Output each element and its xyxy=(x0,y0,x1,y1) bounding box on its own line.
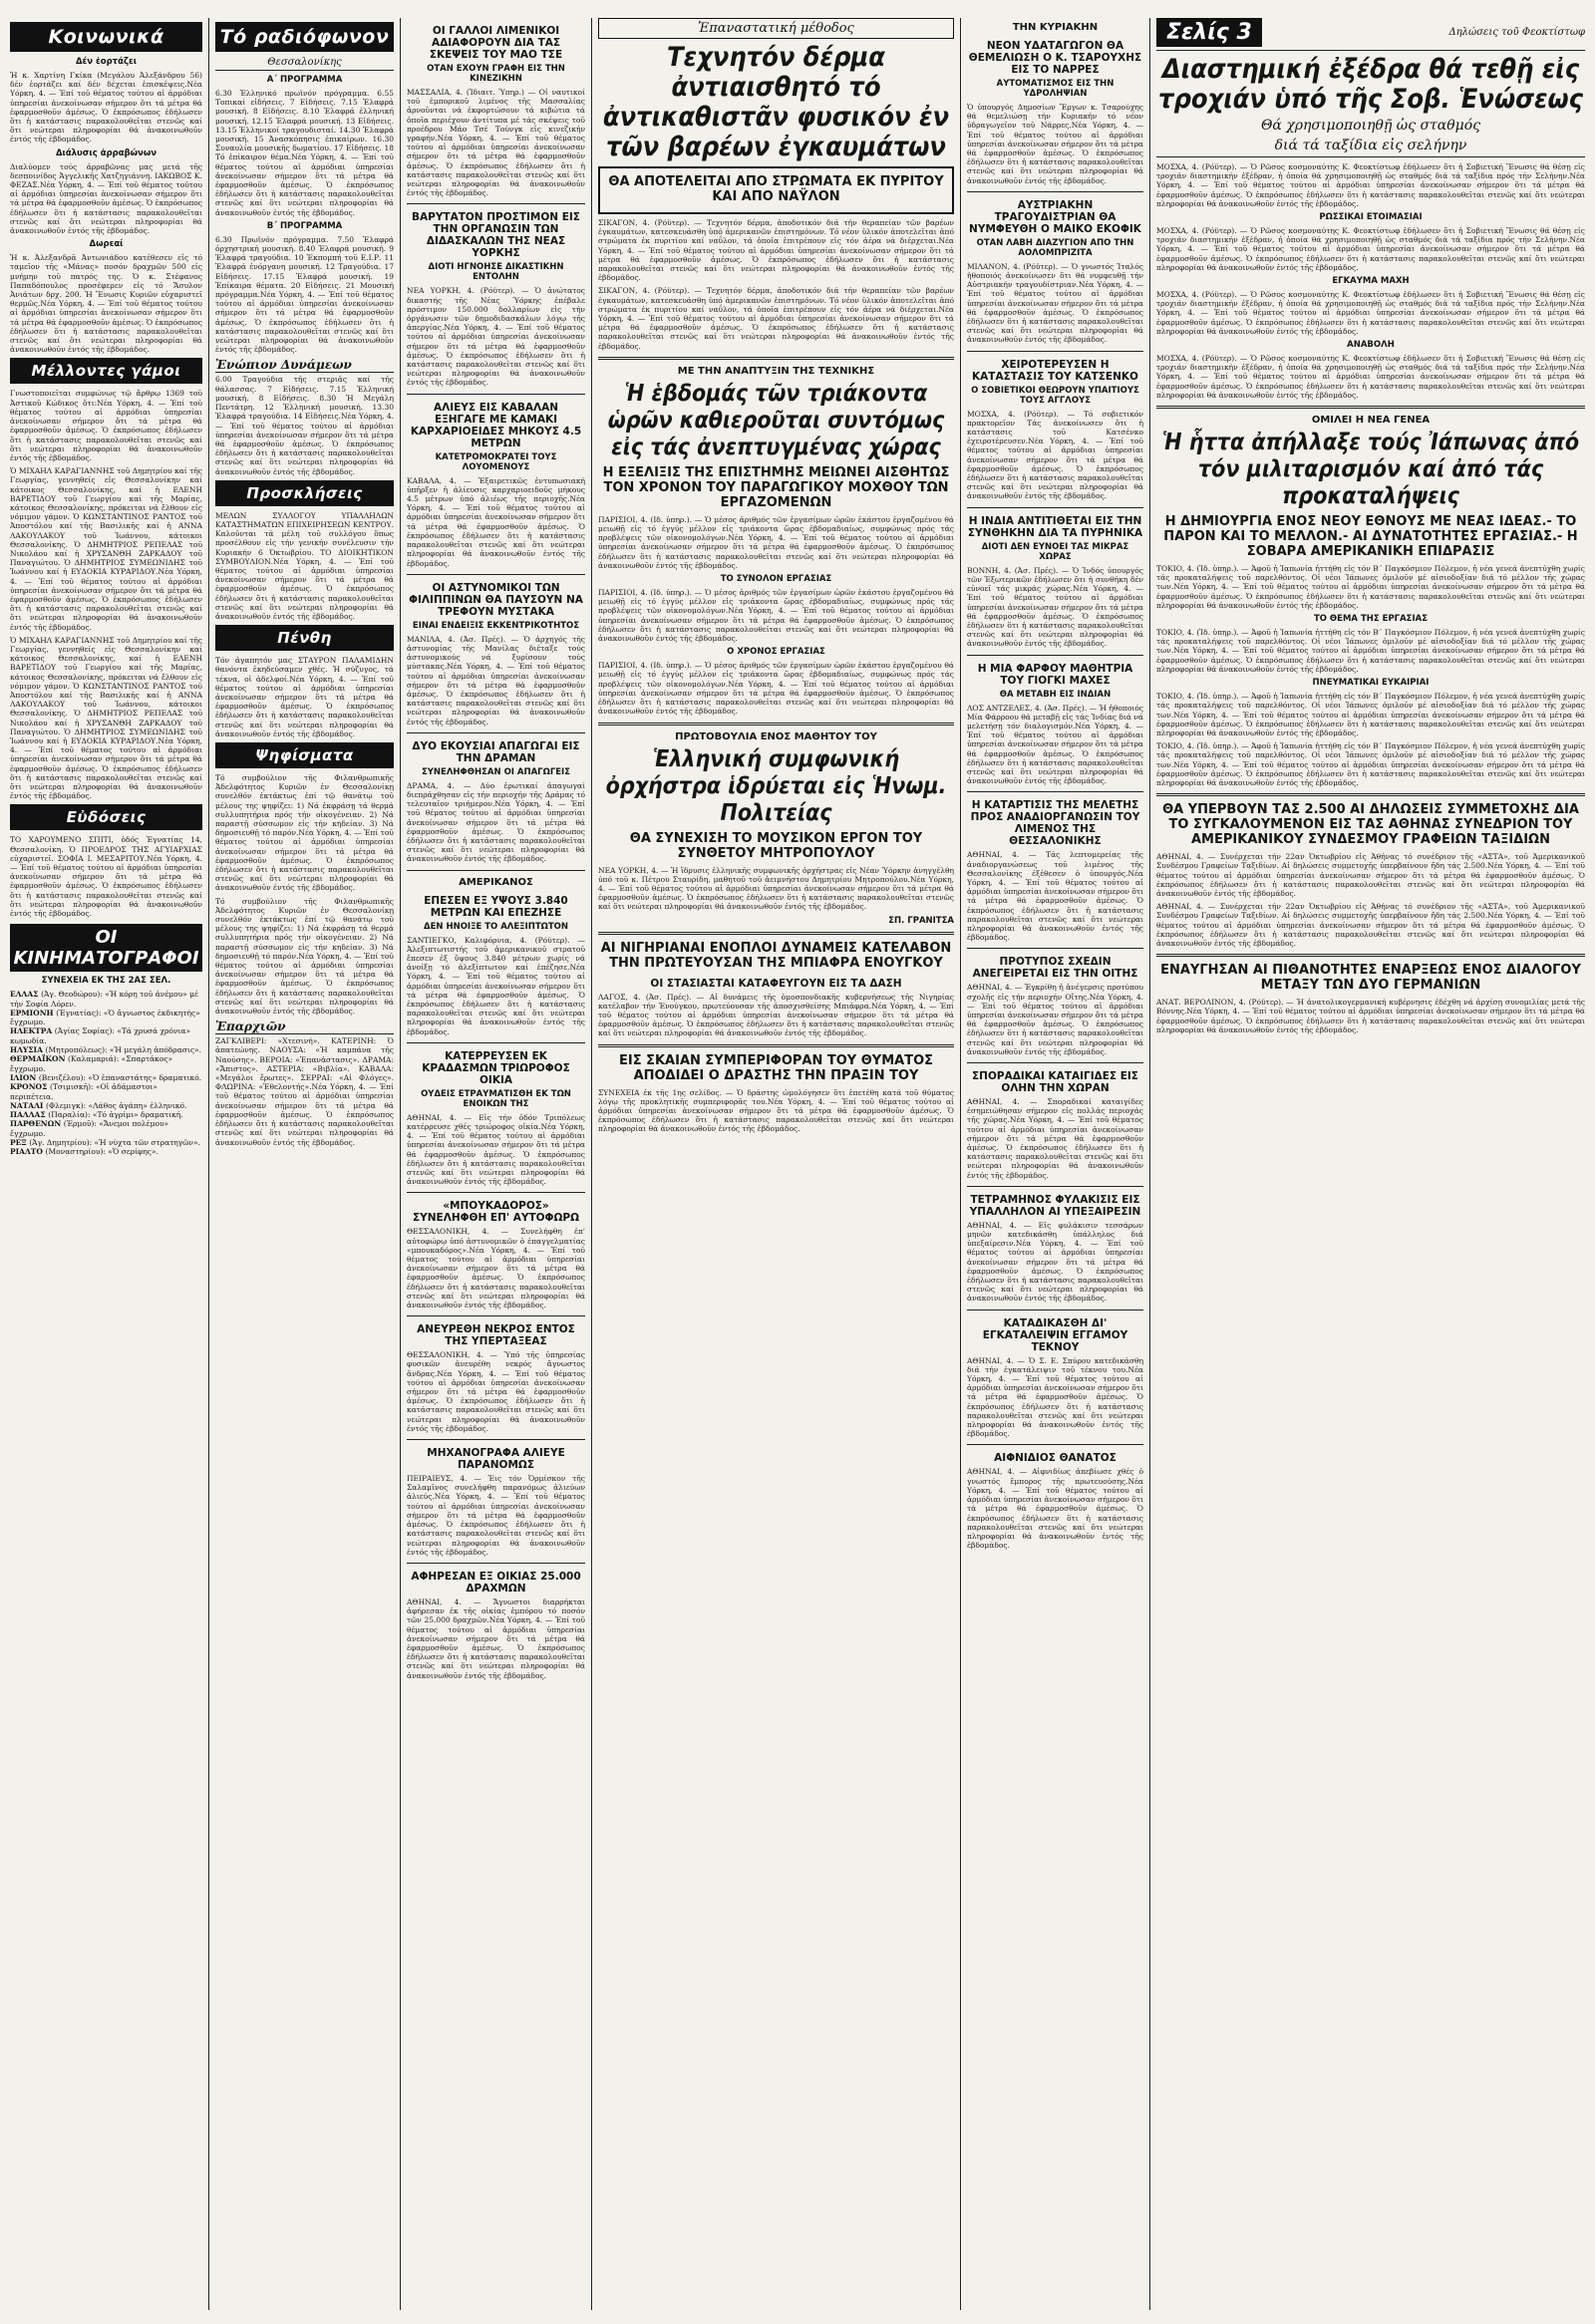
cinema-entry xyxy=(10,1082,202,1101)
headline-germanies: ΕΝΑΥΓΗΣΑΝ ΑΙ ΠΙΘΑΝΟΤΗΤΕΣ ΕΝΑΡΞΕΩΣ ΕΝΟΣ ΔΙΑΛΟΓΟΥ ΜΕΤΑΞΥ ΤΩΝ ΔΥΟ ΓΕΡΜΑΝΙΩΝ xyxy=(1160,963,1581,994)
headline-burglar: «ΜΠΟΥΚΑΔΟΡΟΣ» ΣΥΝΕΛΗΦΘΗ ΕΠ' ΑΥΤΟΦΩΡΩ xyxy=(412,1200,580,1225)
headline-japan: Ἡ ἧττα ἀπήλλαξε τούς Ἰάπωνας ἀπό τόν μιλιταρισμόν καί ἀπό τάς προκαταλήψεις xyxy=(1161,430,1580,510)
headline-embezzlement: ΤΕΤΡΑΜΗΝΟΣ ΦΥΛΑΚΙΣΙΣ ΕΙΣ ΥΠΑΛΛΗΛΟΝ ΑΙ ΥΠΕΞΑΙΡΕΣΙΝ xyxy=(969,1193,1141,1218)
cinema-entry xyxy=(10,1054,202,1073)
divider xyxy=(407,732,585,733)
headline-abandonment: ΚΑΤΑΔΙΚΑΣΘΗ ΔΙ' ΕΓΚΑΤΑΛΕΙΨΙΝ ΕΓΓΑΜΟΥ ΤΕΚΝΟΥ xyxy=(982,1316,1128,1353)
program-a-heading: Α΄ ΠΡΟΓΡΑΜΜΑ xyxy=(266,75,343,85)
article-french-dockers: ΜΑΣΣΑΛΙΑ, 4. (Ἰδιαιτ. Ὑπηρ.) — Οἱ ναυτικοί τοῦ ἐμπορικοῦ λιμένος τῆς Μασσαλίας ἀρνοῦνται νά ἐκφορτώσουν τά κιβώτια τά ὁποῖα περιέχουν ἀντίτυπα μέ τάς σκέψεις τοῦ προέδρου Μάο Τσέ Τούνγκ εἰς κινεζικήν γραφήν. Νέα Υόρκη, 4. — Ἐπί τοῦ θέματος τούτου αἱ ἀρμόδιαι ὑπηρεσίαι ἀνεκοίνωσαν σήμερον ὅτι τά μέτρα θά ἐφαρμοσθοῦν ἀμέσως. Ὁ ἐκπρόσωπος ἐδήλωσεν ὅτι ἡ κατάστασις παρακολουθεῖται στενῶς καί ὅτι νεώτεραι πληροφορίαι θά ἀνακοινωθοῦν ἐντός τῆς ἑβδομάδος. xyxy=(407,88,585,197)
cinema-name: ΕΡΜΙΟΝΗ xyxy=(10,1008,57,1017)
engagement-text: Διαλύομεν τούς ἀρραβῶνας μας μετά τῆς δεσποινίδος Ἀγγελικῆς Χατζηγιάννη. ΙΑΚΩΒΟΣ Κ. ΦΕΖΑΣ. Νέα Υόρκη, 4. — Ἐπί τοῦ θέματος τούτου αἱ ἀρμόδιαι ὑπηρεσίαι ἀνεκοίνωσαν σήμερον ὅτι τά μέτρα θά ἐφαρμοσθοῦν ἀμέσως. Ὁ ἐκπρόσωπος ἐδήλωσεν ὅτι ἡ κατάστασις παρακολουθεῖται στενῶς καί ὅτι νεώτεραι πληροφορίαι θά ἀνακοινωθοῦν ἐντός τῆς ἑβδομάδος. xyxy=(10,162,202,236)
page-subtitle: Δηλώσεις τοῦ Φεοκτίστωφ xyxy=(1448,27,1585,38)
headline-nigeria: ΑΙ ΝΙΓΗΡΙΑΝΑΙ ΕΝΟΠΛΟΙ ΔΥΝΑΜΕΙΣ ΚΑΤΕΛΑΒΟΝ ΤΗΝ ΠΡΩΤΕΥΟΥΣΑΝ ΤΗΣ ΜΠΙΑΦΡΑ ΕΝΟΥΓΚΟΥ xyxy=(600,940,952,971)
divider xyxy=(967,655,1143,656)
article-teachers-fine: ΝΕΑ ΥΟΡΚΗ, 4. (Ρόϋτερ). — Ὁ ἀνώτατος δικαστής τῆς Νέας Ὑόρκης ἐπέβαλε πρόστιμον 150.000 δολλαρίων εἰς τήν ὀργάνωσιν τῶν δημοδιδασκάλων λόγῳ τῆς ἀπεργίας. Νέα Υόρκη, 4. — Ἐπί τοῦ θέματος τούτου αἱ ἀρμόδιαι ὑπηρεσίαι ἀνεκοίνωσαν σήμερον ὅτι τά μέτρα θά ἐφαρμοσθοῦν ἀμέσως. Ὁ ἐκπρόσωπος ἐδήλωσεν ὅτι ἡ κατάστασις παρακολουθεῖται στενῶς καί ὅτι νεώτεραι πληροφορίαι θά ἀνακοινωθοῦν ἐντός τῆς ἑβδομάδος. xyxy=(407,286,585,387)
cinema-program: (Ἑρμοῦ): «Ἄνεμοι πολέμου» ἔγχρωμο. xyxy=(10,1119,169,1138)
headline-french-dockers: ΟΙ ΓΑΛΛΟΙ ΛΙΜΕΝΙΚΟΙ ΑΔΙΑΦΟΡΟΥΝ ΔΙΑ ΤΑΣ ΣΚΕΨΕΙΣ ΤΟΥ ΜΑΟ ΤΣΕ xyxy=(429,25,563,61)
divider xyxy=(407,1042,585,1043)
headline-katsenko: ΧΕΙΡΟΤΕΡΕΥΣΕΝ Η ΚΑΤΑΣΤΑΣΙΣ ΤΟΥ ΚΑΤΣΕΝΚΟ xyxy=(972,358,1138,383)
article-abductions: ΔΡΑΜΑ, 4. — Δύο ἐρωτικαί ἀπαγωγαί διεπράχθησαν εἰς τήν περιοχήν τῆς Δράμας τό τελευταῖον τριήμερον. Νέα Υόρκη, 4. — Ἐπί τοῦ θέματος τούτου αἱ ἀρμόδιαι ὑπηρεσίαι ἀνεκοίνωσαν σήμερον ὅτι τά μέτρα θά ἐφαρμοσθοῦν ἀμέσως. Ὁ ἐκπρόσωπος ἐδήλωσεν ὅτι ἡ κατάστασις παρακολουθεῖται στενῶς καί ὅτι νεώτεραι πληροφορίαι θά ἀνακοινωθοῦν ἐντός τῆς ἑβδομάδος. xyxy=(407,781,585,864)
subhead-parachute: ΔΕΝ ΗΝΟΙΞΕ ΤΟ ΑΛΕΞΙΠΤΩΤΟΝ xyxy=(424,921,568,932)
divider xyxy=(967,507,1143,508)
headline-mia-farrow: Η ΜΙΑ ΦΑΡΦΟΥ ΜΑΘΗΤΡΙΑ ΤΟΥ ΓΙΟΓΚΙ ΜΑΧΕΣ xyxy=(977,662,1133,687)
cinema-program: (Ἐγνατίας): «Ὁ ἄγνωστος ἐκδικητής» ἔγχρωμο. xyxy=(10,1008,200,1027)
article-burglar: ΘΕΣΣΑΛΟΝΙΚΗ, 4. — Συνελήφθη ἐπ' αὐτοφώρῳ ὑπό ἀστυνομικῶν ὁ ἐπαγγελματίας «μπουκαδόρος». Νέα Υόρκη, 4. — Ἐπί τοῦ θέματος τούτου αἱ ἀρμόδιαι ὑπηρεσίαι ἀνεκοίνωσαν σήμερον ὅτι τά μέτρα θά ἐφαρμοσθοῦν ἀμέσως. Ὁ ἐκπρόσωπος ἐδήλωσεν ὅτι ἡ κατάστασις παρακολουθεῖται στενῶς καί ὅτι νεώτεραι πληροφορίαι θά ἀνακοινωθοῦν ἐντός τῆς ἑβδομάδος. xyxy=(407,1227,585,1309)
foreign-text: 6.00 Τραγούδια τῆς στεριᾶς καί τῆς θάλασσας. 7 Εἰδήσεις. 7.15 Ἑλληνική μουσική. 8 Εἰδήσεις. 8.30 Ἡ Μεγάλη Πεντάτρη. 12 Ἑλληνική μουσική. 13.30 Ἐλαφρά τραγούδια. 14 Εἰδήσεις. Νέα Υόρκη, 4. — Ἐπί τοῦ θέματος τούτου αἱ ἀρμόδιαι ὑπηρεσίαι ἀνεκοίνωσαν σήμερον ὅτι τά μέτρα θά ἐφαρμοσθοῦν ἀμέσως. Ὁ ἐκπρόσωπος ἐδήλωσεν ὅτι ἡ κατάστασις παρακολουθεῖται στενῶς καί ὅτι νεώτεραι πληροφορίαι θά ἀνακοινωθοῦν ἐντός τῆς ἑβδομάδος. xyxy=(215,375,394,475)
cinema-entry xyxy=(10,1138,202,1147)
article-japan-2: ΤΟΚΙΟ, 4. (Ἰδ. ὑπηρ.). — Ἀφοῦ ἡ Ἰαπωνία ἡττήθη εἰς τόν Β΄ Παγκόσμιον Πόλεμον, ἡ νέα γενεά ἀνεπτύχθη χωρίς τάς προκαταλήψεις τοῦ παρελθόντος. Οἱ νέοι Ἰάπωνες ὁμιλοῦν μέ αἰσιοδοξίαν διά τό μέλλον τῆς χώρας των. Νέα Υόρκη, 4. — Ἐπί τοῦ θέματος τούτου αἱ ἀρμόδιαι ὑπηρεσίαι ἀνεκοίνωσαν σήμερον ὅτι τά μέτρα θά ἐφαρμοσθοῦν ἀμέσως. Ὁ ἐκπρόσωπος ἐδήλωσεν ὅτι ἡ κατάστασις παρακολουθεῖται στενῶς καί ὅτι νεώτεραι πληροφορίαι θά ἀνακοινωθοῦν ἐντός τῆς ἑβδομάδος. xyxy=(1156,628,1585,674)
article-nigeria: ΛΑΓΟΣ, 4. (Ἀσ. Πρές). — Αἱ δυνάμεις τῆς ὁμοσπονδιακῆς κυβερνήσεως τῆς Νιγηρίας κατέλαβον τήν Ἐνούγκου, πρωτεύουσαν τῆς ἀποσχισθείσης Μπιάφρα. Νέα Υόρκη, 4. — Ἐπί τοῦ θέματος τούτου αἱ ἀρμόδιαι ὑπηρεσίαι ἀνεκοίνωσαν σήμερον ὅτι τά μέτρα θά ἐφαρμοσθοῦν ἀμέσως. Ὁ ἐκπρόσωπος ἐδήλωσεν ὅτι ἡ κατάστασις παρακολουθεῖται στενῶς καί ὅτι νεώτεραι πληροφορίαι θά ἀνακοινωθοῦν ἐντός τῆς ἑβδομάδος. xyxy=(598,993,954,1038)
headline-thirty-hours: Ἡ ἑβδομάς τῶν τριάκοντα ὡρῶν καθιεροῦται συντόμως εἰς τάς ἀνεπτυγμένας χώρας xyxy=(607,380,945,460)
program-a-text: 6.30 Ἑλληνικό πρωϊνόν πρόγραμμα. 6.55 Τοπικαί εἰδήσεις. 7 Εἰδήσεις. 7.15 Ἐλαφρά μουσική. 8 Εἰδήσεις. 8.10 Ἐλαφρά ἑλληνική μουσική. 12.15 Ἐλαφρά μουσική. 13 Εἰδήσεις. 13.15 Ἑλληνικοί τραγουδισταί. 14.30 Ἐλαφρά μουσική. 15 Ἀνασκόπησις ἐπικαίρων. 16.30 Συναυλία μουσικῆς δωματίου. 17 Εἰδήσεις. 18 Τό ἐπίκαιρον θέμα. Νέα Υόρκη, 4. — Ἐπί τοῦ θέματος τούτου αἱ ἀρμόδιαι ὑπηρεσίαι ἀνεκοίνωσαν σήμερον ὅτι τά μέτρα θά ἐφαρμοσθοῦν ἀμέσως. Ὁ ἐκπρόσωπος ἐδήλωσεν ὅτι ἡ κατάστασις παρακολουθεῖται στενῶς καί ὅτι νεώτεραι πληροφορίαι θά ἀνακοινωθοῦν ἐντός τῆς ἑβδομάδος. xyxy=(215,89,394,217)
subhead-katsenko: Ο ΣΟΒΙΕΤΙΚΟΙ ΘΕΩΡΟΥΝ ΥΠΑΙΤΙΟΥΣ ΤΟΥΣ ΑΓΓΛΟΥΣ xyxy=(971,385,1139,406)
kicker-new-generation: ΟΜΙΛΕΙ Η ΝΕΑ ΓΕΝΕΑ xyxy=(1311,415,1431,427)
column-5 xyxy=(961,18,1150,2310)
radio-banner: Τό ραδιόφωνον xyxy=(215,22,394,52)
headline-teachers-fine: ΒΑΡΥΤΑΤΟΝ ΠΡΟΣΤΙΜΟΝ ΕΙΣ ΤΗΝ ΟΡΓΑΝΩΣΙΝ ΤΩΝ ΔΙΔΑΣΚΑΛΩΝ ΤΗΣ ΝΕΑΣ ΥΟΡΚΗΣ xyxy=(412,211,580,260)
deck-space-1: Θά χρησιμοποιηθῇ ὡς σταθμός xyxy=(1260,118,1481,134)
kicker-parachute: ΑΜΕΡΙΚΑΝΟΣ xyxy=(459,876,533,888)
deck-nigeria: ΟΙ ΣΤΑΣΙΑΣΤΑΙ ΚΑΤΑΦΕΥΓΟΥΝ ΕΙΣ ΤΑ ΔΑΣΗ xyxy=(650,977,902,990)
christenings-banner: Εὐδόσεις xyxy=(10,804,202,830)
article-abandonment: ΑΘΗΝΑΙ, 4. — Ὁ Σ. Ε. Σπύρου κατεδικάσθη διά τήν ἐγκατάλειψιν τοῦ τέκνου του. Νέα Υόρκη, 4. — Ἐπί τοῦ θέματος τούτου αἱ ἀρμόδιαι ὑπηρεσίαι ἀνεκοίνωσαν σήμερον ὅτι τά μέτρα θά ἐφαρμοσθοῦν ἀμέσως. Ὁ ἐκπρόσωπος ἐδήλωσεν ὅτι ἡ κατάστασις παρακολουθεῖται στενῶς καί ὅτι νεώτεραι πληροφορίαι θά ἀνακοινωθοῦν ἐντός τῆς ἑβδομάδος. xyxy=(967,1356,1143,1439)
article-singer: ΜΙΛΑΝΟΝ, 4. (Ρόϋτερ). — Ὁ γνωστός Ἰταλός ἠθοποιός ἀνεκοίνωσεν ὅτι θά νυμφευθῇ τήν Αὐστριακήν τραγουδίστριαν. Νέα Υόρκη, 4. — Ἐπί τοῦ θέματος τούτου αἱ ἀρμόδιαι ὑπηρεσίαι ἀνεκοίνωσαν σήμερον ὅτι τά μέτρα θά ἐφαρμοσθοῦν ἀμέσως. Ὁ ἐκπρόσωπος ἐδήλωσεν ὅτι ἡ κατάστασις παρακολουθεῖται στενῶς καί ὅτι νεώτεραι πληροφορίαι θά ἀνακοινωθοῦν ἐντός τῆς ἑβδομάδος. xyxy=(967,262,1143,345)
column-6 xyxy=(1150,18,1591,2310)
article-thirty-hours-3: ΠΑΡΙΣΙΟΙ, 4. (Ιδ. ὑπηρ.). — Ὁ μέσος ἀριθμός τῶν ἐργασίμων ὡρῶν ἑκάστου ἐργαζομένου θά μειωθῇ εἰς τό ἐγγύς μέλλον εἰς τριάκοντα ὥρας ἑβδομαδιαίως, συμφώνως πρός τάς προβλέψεις τῶν οἰκονομολόγων. Νέα Υόρκη, 4. — Ἐπί τοῦ θέματος τούτου αἱ ἀρμόδιαι ὑπηρεσίαι ἀνεκοίνωσαν σήμερον ὅτι τά μέτρα θά ἐφαρμοσθοῦν ἀμέσως. Ὁ ἐκπρόσωπος ἐδήλωσεν ὅτι ἡ κατάστασις παρακολουθεῖται στενῶς καί ὅτι νεώτεραι πληροφορίαι θά ἀνακοινωθοῦν ἐντός τῆς ἑβδομάδος. xyxy=(598,661,954,716)
divider xyxy=(967,948,1143,949)
article-artificial-skin: ΣΙΚΑΓΟΝ, 4. (Ρόϋτερ). — Τεχνητόν δέρμα, ἀποδοτικόν διά τήν θεραπείαν τῶν βαρέων ἐγκαυμάτων, κατεσκευάσθη ὑπό ἀμερικανῶν ἐπιστημόνων. Τό νέον ὑλικόν ἀποτελεῖται ἀπό στρώματα ἐκ πυριτίου καί ναΰλον, τά ὁποῖα ἐπιτρέπουν εἰς τόν ἀέρα νά διέρχεται. Νέα Υόρκη, 4. — Ἐπί τοῦ θέματος τούτου αἱ ἀρμόδιαι ὑπηρεσίαι ἀνεκοίνωσαν σήμερον ὅτι τά μέτρα θά ἐφαρμοσθοῦν ἀμέσως. Ὁ ἐκπρόσωπος ἐδήλωσεν ὅτι ἡ κατάστασις παρακολουθεῖται στενῶς καί ὅτι νεώτεραι πληροφορίαι θά ἀνακοινωθοῦν ἐντός τῆς ἑβδομάδος. xyxy=(598,218,954,282)
article-storms: ΑΘΗΝΑΙ, 4. — Σποραδικαί καταιγίδες ἐσημειώθησαν σήμερον εἰς πολλάς περιοχάς τῆς χώρας. Νέα Υόρκη, 4. — Ἐπί τοῦ θέματος τούτου αἱ ἀρμόδιαι ὑπηρεσίαι ἀνεκοίνωσαν σήμερον ὅτι τά μέτρα θά ἐφαρμοσθοῦν ἀμέσως. Ὁ ἐκπρόσωπος ἐδήλωσεν ὅτι ἡ κατάστασις παρακολουθεῖται στενῶς καί ὅτι νεώτεραι πληροφορίαι θά ἀνακοινωθοῦν ἐντός τῆς ἑβδομάδος. xyxy=(967,1097,1143,1180)
divider xyxy=(407,1439,585,1440)
cinema-entry xyxy=(10,1026,202,1045)
article-embezzlement: ΑΘΗΝΑΙ, 4. — Εἰς φυλάκισιν τεσσάρων μηνῶν κατεδικάσθη ὑπάλληλος διά ὑπεξαίρεσιν. Νέα Υόρκη, 4. — Ἐπί τοῦ θέματος τούτου αἱ ἀρμόδιαι ὑπηρεσίαι ἀνεκοίνωσαν σήμερον ὅτι τά μέτρα θά ἐφαρμοσθοῦν ἀμέσως. Ὁ ἐκπρόσωπος ἐδήλωσεν ὅτι ἡ κατάστασις παρακολουθεῖται στενῶς καί ὅτι νεώτεραι πληροφορίαι θά ἀνακοινωθοῦν ἐντός τῆς ἑβδομάδος. xyxy=(967,1221,1143,1304)
divider xyxy=(598,357,954,360)
article-travel-congress: ΑΘΗΝΑΙ, 4. — Συνέρχεται τήν 22αν Ὀκτωβρίου εἰς Ἀθήνας τό συνέδριον τῆς «ΑΣΤΑ», τοῦ Ἀμερικανικοῦ Συνδέσμου Γραφείων Ταξιδίων. Αἱ δηλώσεις συμμετοχῆς ὑπερβαίνουν ἤδη τάς 2.500. Νέα Υόρκη, 4. — Ἐπί τοῦ θέματος τούτου αἱ ἀρμόδιαι ὑπηρεσίαι ἀνεκοίνωσαν σήμερον ὅτι τά μέτρα θά ἐφαρμοσθοῦν ἀμέσως. Ὁ ἐκπρόσωπος ἐδήλωσεν ὅτι ἡ κατάστασις παρακολουθεῖται στενῶς καί ὅτι νεώτεραι πληροφορίαι θά ἀνακοινωθοῦν ἐντός τῆς ἑβδομάδος. xyxy=(1156,852,1585,898)
weddings-banner: Μέλλοντες γάμοι xyxy=(10,358,202,384)
cinema-name: ΠΑΡΘΕΝΩΝ xyxy=(10,1119,64,1129)
kicker-thirty-hours: ΜΕ ΤΗΝ ΑΝΑΠΤΥΞΙΝ ΤΗΣ ΤΕΧΝΙΚΗΣ xyxy=(677,365,875,377)
cinema-program: (Ἀγ. Δημητρίου): «Ἡ νύχτα τῶν στρατηγῶν». xyxy=(29,1138,200,1147)
headline-shark: ΑΛΙΕΥΣ ΕΙΣ ΚΑΒΑΛΑΝ ΕΞΗΓΑΓΕ ΜΕ ΚΑΜΑΚΙ ΚΑΡΧΑΡΙΟΕΙΔΕΣ ΜΗΚΟΥΣ 4.5 ΜΕΤΡΩΝ xyxy=(410,401,582,449)
headline-india: Η ΙΝΔΙΑ ΑΝΤΙΤΙΘΕΤΑΙ ΕΙΣ ΤΗΝ ΣΥΝΘΗΚΗΝ ΔΙΑ ΤΑ ΠΥΡΗΝΙΚΑ xyxy=(967,514,1143,539)
headline-storms: ΣΠΟΡΑΔΙΚΑΙ ΚΑΤΑΙΓΙΔΕΣ ΕΙΣ ΟΛΗΝ ΤΗΝ ΧΩΡΑΝ xyxy=(971,1070,1138,1094)
subhead-india: ΔΙΟΤΙ ΔΕΝ ΕΥΝΟΕΙ ΤΑΣ ΜΙΚΡΑΣ ΧΩΡΑΣ xyxy=(981,541,1129,562)
headline-travel-congress: ΘΑ ΥΠΕΡΒΟΥΝ ΤΑΣ 2.500 ΑΙ ΔΗΛΩΣΕΙΣ ΣΥΜΜΕΤΟΧΗΣ ΔΙΑ ΤΟ ΣΥΓΚΑΛΟΥΜΕΝΟΝ ΕΙΣ ΤΑΣ ΑΘΗΝΑΣ ΣΥΝΕΔΡΙΟΝ ΤΟΥ ΑΜΕΡΙΚΑΝΙΚΟΥ ΣΥΝΔΕΣΜΟΥ ΓΡΑΦΕΙΩΝ ΤΑΞΙΔΙΩΝ xyxy=(1162,802,1579,848)
divider xyxy=(967,1444,1143,1445)
divider xyxy=(407,1563,585,1564)
article-germanies: ΑΝΑΤ. ΒΕΡΟΛΙΝΟΝ, 4. (Ρόϋτερ). — Ἡ ἀνατολικογερμανική κυβέρνησις ἐδέχθη νά ἀρχίσῃ συνομιλίας μετά τῆς Βόννης. Νέα Υόρκη, 4. — Ἐπί τοῦ θέματος τούτου αἱ ἀρμόδιαι ὑπηρεσίαι ἀνεκοίνωσαν σήμερον ὅτι τά μέτρα θά ἐφαρμοσθοῦν ἀμέσως. Ὁ ἐκπρόσωπος ἐδήλωσεν ὅτι ἡ κατάστασις παρακολουθεῖται στενῶς καί ὅτι νεώτεραι πληροφορίαι θά ἀνακοινωθοῦν ἐντός τῆς ἑβδομάδος. xyxy=(1156,998,1585,1034)
headline-illegal-fishing: ΜΗΧΑΝΟΓΡΑΦΑ ΑΛΙΕΥΕ ΠΑΡΑΝΟΜΩΣ xyxy=(427,1447,565,1472)
article-sudden-death: ΑΘΗΝΑΙ, 4. — Αἰφνιδίως ἀπεβίωσε χθές ὁ γνωστός ἔμπορος τῆς πρωτευούσης. Νέα Υόρκη, 4. — Ἐπί τοῦ θέματος τούτου αἱ ἀρμόδιαι ὑπηρεσίαι ἀνεκοίνωσαν σήμερον ὅτι τά μέτρα θά ἐφαρμοσθοῦν ἀμέσως. Ὁ ἐκπρόσωπος ἐδήλωσεν ὅτι ἡ κατάστασις παρακολουθεῖται στενῶς καί ὅτι νεώτεραι πληροφορίαι θά ἀνακοινωθοῦν ἐντός τῆς ἑβδομάδος. xyxy=(967,1467,1143,1550)
article-victim-behaviour: ΣΥΝΕΧΕΙΑ ἐκ τῆς 1ης σελίδος. — Ὁ δράστης ὡμολόγησεν ὅτι ἐπετέθη κατά τοῦ θύματος λόγῳ τῆς προκλητικῆς συμπεριφορᾶς του. Νέα Υόρκη, 4. — Ἐπί τοῦ θέματος τούτου αἱ ἀρμόδιαι ὑπηρεσίαι ἀνεκοίνωσαν σήμερον ὅτι τά μέτρα θά ἐφαρμοσθοῦν ἀμέσως. Ὁ ἐκπρόσωπος ἐδήλωσεν ὅτι ἡ κατάστασις παρακολουθεῖται στενῶς καί ὅτι νεώτεραι πληροφορίαι θά ἀνακοινωθοῦν ἐντός τῆς ἑβδομάδος. xyxy=(598,1088,954,1134)
social-banner: Κοινωνικά xyxy=(10,22,202,52)
divider xyxy=(598,932,954,935)
subhead-collapse: ΟΥΔΕΙΣ ΕΤΡΑΥΜΑΤΙΣΘΗ ΕΚ ΤΩΝ ΕΝΟΙΚΩΝ ΤΗΣ xyxy=(421,1088,571,1109)
cinema-name: ΝΑΤΑΛΙ xyxy=(10,1100,47,1110)
article-katsenko: ΜΟΣΧΑ, 4. (Ρόϋτερ). — Τό σοβιετικόν πρακτορεῖον Τάς ἀνεκοίνωσεν ὅτι ἡ κατάστασις τοῦ Κατσένκο ἐχειροτέρευσεν. Νέα Υόρκη, 4. — Ἐπί τοῦ θέματος τούτου αἱ ἀρμόδιαι ὑπηρεσίαι ἀνεκοίνωσαν σήμερον ὅτι τά μέτρα θά ἐφαρμοσθοῦν ἀμέσως. Ὁ ἐκπρόσωπος ἐδήλωσεν ὅτι ἡ κατάστασις παρακολουθεῖται στενῶς καί ὅτι νεώτεραι πληροφορίαι θά ἀνακοινωθοῦν ἐντός τῆς ἑβδομάδος. xyxy=(967,410,1143,501)
headline-moustache: ΟΙ ΑΣΤΥΝΟΜΙΚΟΙ ΤΩΝ ΦΙΛΙΠΠΙΝΩΝ ΘΑ ΠΑΥΣΟΥΝ ΝΑ ΤΡΕΦΟΥΝ ΜΥΣΤΑΚΑ xyxy=(409,581,583,618)
headline-space-platform: Διαστημική ἐξέδρα θά τεθῇ εἰς τροχιάν ὑπό τῆς Σοβ. Ἑνώσεως xyxy=(1157,54,1584,115)
article-space: ΜΟΣΧΑ, 4. (Ρόϋτερ). — Ὁ Ρῶσος κοσμοναύτης Κ. Φεοκτίστωφ ἐδήλωσεν ὅτι ἡ Σοβιετική Ἕνωσις θά θέσῃ εἰς τροχιάν διαστημικήν ἐξέδραν, ἡ ὁποία θά χρησιμοποιηθῇ ὡς σταθμός διά τά ταξίδια πρός τήν Σελήνην. Νέα Υόρκη, 4. — Ἐπί τοῦ θέματος τούτου αἱ ἀρμόδιαι ὑπηρεσίαι ἀνεκοίνωσαν σήμερον ὅτι τά μέτρα θά ἐφαρμοσθοῦν ἀμέσως. Ὁ ἐκπρόσωπος ἐδήλωσεν ὅτι ἡ κατάστασις παρακολουθεῖται στενῶς καί ὅτι νεώτεραι πληροφορίαι θά ἀνακοινωθοῦν ἐντός τῆς ἑβδομάδος. xyxy=(1156,162,1585,208)
divider xyxy=(407,394,585,395)
headline-collapse: ΚΑΤΕΡΡΕΥΣΕΝ ΕΚ ΚΡΑΔΑΣΜΩΝ ΤΡΙΩΡΟΦΟΣ ΟΙΚΙΑ xyxy=(422,1049,570,1086)
headline-school: ΠΡΟΤΥΠΟΣ ΣΧΕΔΙΝ ΑΝΕΓΕΙΡΕΤΑΙ ΕΙΣ ΤΗΝ ΟΙΤΗΣ xyxy=(972,956,1138,981)
article-parachute: ΣΑΝΤΙΕΓΚΟ, Καλιφόρνια, 4. (Ρόϋτερ). — Ἀλεξιπτωτιστής τοῦ ἀμερικανικοῦ στρατοῦ ἔπεσεν ἐξ ὕψους 3.840 μέτρων χωρίς νά ἀνοίξῃ τό ἀλεξίπτωτον καί ἐπέζησε. Νέα Υόρκη, 4. — Ἐπί τοῦ θέματος τούτου αἱ ἀρμόδιαι ὑπηρεσίαι ἀνεκοίνωσαν σήμερον ὅτι τά μέτρα θά ἐφαρμοσθοῦν ἀμέσως. Ὁ ἐκπρόσωπος ἐδήλωσεν ὅτι ἡ κατάστασις παρακολουθεῖται στενῶς καί ὅτι νεώτεραι πληροφορίαι θά ἀνακοινωθοῦν ἐντός τῆς ἑβδομάδος. xyxy=(407,936,585,1036)
cinema-name: ΘΕΡΜΑΪΚΟΝ xyxy=(10,1054,69,1064)
cinema-name: ΙΛΙΟΝ xyxy=(10,1072,39,1082)
cinema-program: (Φλεμιγκ): «Λάθος ἀγάπη» ἑλληνικό. xyxy=(46,1100,187,1110)
cinema-entry xyxy=(10,1147,202,1156)
article-japan: ΤΟΚΙΟ, 4. (Ἰδ. ὑπηρ.). — Ἀφοῦ ἡ Ἰαπωνία ἡττήθη εἰς τόν Β΄ Παγκόσμιον Πόλεμον, ἡ νέα γενεά ἀνεπτύχθη χωρίς τάς προκαταλήψεις τοῦ παρελθόντος. Οἱ νέοι Ἰάπωνες ὁμιλοῦν μέ αἰσιοδοξίαν διά τό μέλλον τῆς χώρας των. Νέα Υόρκη, 4. — Ἐπί τοῦ θέματος τούτου αἱ ἀρμόδιαι ὑπηρεσίαι ἀνεκοίνωσαν σήμερον ὅτι τά μέτρα θά ἐφαρμοσθοῦν ἀμέσως. Ὁ ἐκπρόσωπος ἐδήλωσεν ὅτι ἡ κατάστασις παρακολουθεῖται στενῶς καί ὅτι νεώτεραι πληροφορίαι θά ἀνακοινωθοῦν ἐντός τῆς ἑβδομάδος. xyxy=(1156,564,1585,610)
weddings-sub: Γνωστοποιεῖται συμφώνως τῷ ἄρθρῳ 1369 τοῦ Ἀστικοῦ Κώδικος ὅτι: Νέα Υόρκη, 4. — Ἐπί τοῦ θέματος τούτου αἱ ἀρμόδιαι ὑπηρεσίαι ἀνεκοίνωσαν σήμερον ὅτι τά μέτρα θά ἐφαρμοσθοῦν ἀμέσως. Ὁ ἐκπρόσωπος ἐδήλωσεν ὅτι ἡ κατάστασις παρακολουθεῖται στενῶς καί ὅτι νεώτεραι πληροφορίαι θά ἀνακοινωθοῦν ἐντός τῆς ἑβδομάδος. xyxy=(10,389,202,462)
votes-banner: Ψηφίσματα xyxy=(215,742,394,768)
program-b-heading: Β΄ ΠΡΟΓΡΑΜΜΑ xyxy=(266,220,343,231)
deck-thirty-hours: Η ΕΞΕΛΙΞΙΣ ΤΗΣ ΕΠΙΣΤΗΜΗΣ ΜΕΙΩΝΕΙ ΑΙΣΘΗΤΩΣ ΤΟΝ ΧΡΟΝΟΝ ΤΟΥ ΠΑΡΑΓΩΓΙΚΟΥ ΜΟΧΘΟΥ ΤΩΝ ΕΡΓΑΖΟΜΕΝΩΝ xyxy=(602,464,950,510)
donations-heading: Δωρεαί xyxy=(89,239,124,250)
cinema-entry xyxy=(10,1045,202,1054)
not-celebrating-heading: Δέν ἑορτάζει xyxy=(75,57,138,67)
subhead-moustache: ΕΙΝΑΙ ΕΝΔΕΙΞΙΣ ΕΚΚΕΝΤΡΙΚΟΤΗΤΟΣ xyxy=(412,620,580,631)
cinema-list xyxy=(10,990,202,1156)
subhead-singer: ΟΤΑΝ ΛΑΒΗ ΔΙΑΖΥΓΙΟΝ ΑΠΟ ΤΗΝ ΑΟΛΟΜΠΡΙΖΙΤΑ xyxy=(976,237,1134,258)
cinema-entry xyxy=(10,1073,202,1082)
votes-text-cont: Τό συμβούλιον τῆς Φιλανθρωπικῆς Ἀδελφότητος Κυριῶν ἐν Θεσσαλονίκῃ συνελθόν ἐκτάκτως ἐπί τῷ θανάτῳ τοῦ μέλους της ψηφίζει: 1) Νά ἐκφράσῃ τά θερμά συλλυπητήρια πρός τήν οἰκογένειαν. 2) Νά παραστῇ σύσσωμον εἰς τήν κηδείαν. 3) Νά δημοσιευθῇ τό παρόν. Νέα Υόρκη, 4. — Ἐπί τοῦ θέματος τούτου αἱ ἀρμόδιαι ὑπηρεσίαι ἀνεκοίνωσαν σήμερον ὅτι τά μέτρα θά ἐφαρμοσθοῦν ἀμέσως. Ὁ ἐκπρόσωπος ἐδήλωσεν ὅτι ἡ κατάστασις παρακολουθεῖται στενῶς καί ὅτι νεώτεραι πληροφορίαι θά ἀνακοινωθοῦν ἐντός τῆς ἑβδομάδος. xyxy=(215,897,394,1017)
headline-victim-behaviour: ΕΙΣ ΣΚΑΙΑΝ ΣΥΜΠΕΡΙΦΟΡΑΝ ΤΟΥ ΘΥΜΑΤΟΣ ΑΠΟΔΙΔΕΙ Ο ΔΡΑΣΤΗΣ ΤΗΝ ΠΡΑΞΙΝ ΤΟΥ xyxy=(618,1052,933,1083)
cinema-entry xyxy=(10,1009,202,1027)
provincial-cinema-heading: Ἐπαρχιῶν xyxy=(215,1019,394,1034)
subhead-aqueduct: ΑΥΤΟΜΑΤΙΣΜΟΣ ΕΙΣ ΤΗΝ ΥΔΡΟΛΗΨΙΑΝ xyxy=(996,79,1115,99)
cinema-name: ΠΑΛΛΑΣ xyxy=(10,1110,49,1120)
cinema-entry xyxy=(10,990,202,1009)
subhead-work-issue: ΤΟ ΘΕΜΑ ΤΗΣ ΕΡΓΑΣΙΑΣ xyxy=(1313,614,1429,625)
divider xyxy=(967,1062,1143,1063)
program-b-text: 6.30 Πρωϊνόν πρόγραμμα. 7.50 Ἐλαφρά ὀρχηστρική μουσική. 8.40 Ἐλαφρά μουσική. 9 Ἐλαφρά τραγούδια. 10 Ἐκπομπή τοῦ Ε.Ι.Ρ. 11 Ἐλαφρά ἐνόργανη μουσική. 12 Τραγούδια. 17 Εἰδήσεις. 17.15 Ἐλαφρά μουσική. 19 Ἐπίκαιρα θέματα. 20 Εἰδήσεις. 21 Μουσική πρόγραμμα. Νέα Υόρκη, 4. — Ἐπί τοῦ θέματος τούτου αἱ ἀρμόδιαι ὑπηρεσίαι ἀνεκοίνωσαν σήμερον ὅτι τά μέτρα θά ἐφαρμοσθοῦν ἀμέσως. Ὁ ἐκπρόσωπος ἐδήλωσεν ὅτι ἡ κατάστασις παρακολουθεῖται στενῶς καί ὅτι νεώτεραι πληροφορίαι θά ἀνακοινωθοῦν ἐντός τῆς ἑβδομάδος. xyxy=(215,235,394,355)
subhead-teachers-fine: ΔΙΟΤΙ ΗΓΝΟΗΣΕ ΔΙΚΑΣΤΙΚΗΝ ΕΝΤΟΛΗΝ xyxy=(428,262,564,283)
page-number-tag: Σελίς 3 xyxy=(1156,18,1262,47)
cinema-name: ΡΙΑΛΤΟ xyxy=(10,1147,46,1157)
article-mia-farrow: ΛΟΣ ΑΝΤΖΕΛΕΣ, 4. (Ἀσ. Πρές). — Ἡ ἠθοποιός Μία Φάρροου θά μεταβῇ εἰς τάς Ἰνδίας διά νά μελετήσῃ τόν διαλογισμόν. Νέα Υόρκη, 4. — Ἐπί τοῦ θέματος τούτου αἱ ἀρμόδιαι ὑπηρεσίαι ἀνεκοίνωσαν σήμερον ὅτι τά μέτρα θά ἐφαρμοσθοῦν ἀμέσως. Ὁ ἐκπρόσωπος ἐδήλωσεν ὅτι ἡ κατάστασις παρακολουθεῖται στενῶς καί ὅτι νεώτεραι πληροφορίαι θά ἀνακοινωθοῦν ἐντός τῆς ἑβδομάδος. xyxy=(967,704,1143,786)
subhead-abductions: ΣΥΝΕΛΗΦΘΗΣΑΝ ΟΙ ΑΠΑΓΩΓΕΙΣ xyxy=(421,766,571,777)
cinema-name: ΗΛΕΚΤΡΑ xyxy=(10,1026,55,1036)
headline-abductions: ΔΥΟ ΕΚΟΥΣΙΑΙ ΑΠΑΓΩΓΑΙ ΕΙΣ ΤΗΝ ΔΡΑΜΑΝ xyxy=(412,739,580,764)
divider xyxy=(967,191,1143,192)
divider xyxy=(598,723,954,726)
article-japan-4: ΤΟΚΙΟ, 4. (Ἰδ. ὑπηρ.). — Ἀφοῦ ἡ Ἰαπωνία ἡττήθη εἰς τόν Β΄ Παγκόσμιον Πόλεμον, ἡ νέα γενεά ἀνεπτύχθη χωρίς τάς προκαταλήψεις τοῦ παρελθόντος. Οἱ νέοι Ἰάπωνες ὁμιλοῦν μέ αἰσιοδοξίαν διά τό μέλλον τῆς χώρας των. Νέα Υόρκη, 4. — Ἐπί τοῦ θέματος τούτου αἱ ἀρμόδιαι ὑπηρεσίαι ἀνεκοίνωσαν σήμερον ὅτι τά μέτρα θά ἐφαρμοσθοῦν ἀμέσως. Ὁ ἐκπρόσωπος ἐδήλωσεν ὅτι ἡ κατάστασις παρακολουθεῖται στενῶς καί ὅτι νεώτεραι πληροφορίαι θά ἀνακοινωθοῦν ἐντός τῆς ἑβδομάδος. xyxy=(1156,741,1585,787)
mourning-text: Τόν ἀγαπητόν μας ΣΤΑΥΡΟΝ ΠΑΛΑΜΙΔΗΝ θανόντα ἐκηδεύσαμεν χθές. Ἡ σύζυγος, τά τέκνα, οἱ ἀδελφοί. Νέα Υόρκη, 4. — Ἐπί τοῦ θέματος τούτου αἱ ἀρμόδιαι ὑπηρεσίαι ἀνεκοίνωσαν σήμερον ὅτι τά μέτρα θά ἐφαρμοσθοῦν ἀμέσως. Ὁ ἐκπρόσωπος ἐδήλωσεν ὅτι ἡ κατάστασις παρακολουθεῖται στενῶς καί ὅτι νεώτεραι πληροφορίαι θά ἀνακοινωθοῦν ἐντός τῆς ἑβδομάδος. xyxy=(215,656,394,738)
deck-space-2: διά τά ταξίδια εἰς σελήνην xyxy=(1156,139,1585,157)
column-3 xyxy=(401,18,592,2310)
article-robbery: ΑΘΗΝΑΙ, 4. — Ἄγνωστοι διαρρήκται ἀφήρεσαν ἐκ τῆς οἰκίας ἐμπόρου τό ποσόν τῶν 25.000 δραχμῶν. Νέα Υόρκη, 4. — Ἐπί τοῦ θέματος τούτου αἱ ἀρμόδιαι ὑπηρεσίαι ἀνεκοίνωσαν σήμερον ὅτι τά μέτρα θά ἐφαρμοσθοῦν ἀμέσως. Ὁ ἐκπρόσωπος ἐδήλωσεν ὅτι ἡ κατάστασις παρακολουθεῖται στενῶς καί ὅτι νεώτεραι πληροφορίαι θά ἀνακοινωθοῦν ἐντός τῆς ἑβδομάδος. xyxy=(407,1598,585,1680)
masthead xyxy=(1156,18,1585,51)
article-illegal-fishing: ΠΕΙΡΑΙΕΥΣ, 4. — Ἐις τόν Ὀρμίσκον τῆς Σαλαμῖνος συνελήφθη παρανόμως ἁλιεύων ἁλιεύς. Νέα Υόρκη, 4. — Ἐπί τοῦ θέματος τούτου αἱ ἀρμόδιαι ὑπηρεσίαι ἀνεκοίνωσαν σήμερον ὅτι τά μέτρα θά ἐφαρμοσθοῦν ἀμέσως. Ὁ ἐκπρόσωπος ἐδήλωσεν ὅτι ἡ κατάστασις παρακολουθεῖται στενῶς καί ὅτι νεώτεραι πληροφορίαι θά ἀνακοινωθοῦν ἐντός τῆς ἑβδομάδος. xyxy=(407,1474,585,1557)
headline-robbery: ΑΦΗΡΕΣΑΝ ΕΞ ΟΙΚΙΑΣ 25.000 ΔΡΑΧΜΩΝ xyxy=(411,1570,581,1595)
column-1 xyxy=(4,18,209,2310)
cinema-program: (Βενιζέλου): «Ὁ ἐπαναστάτης» δραματικό. xyxy=(38,1072,202,1082)
cinema-name: ΡΕΞ xyxy=(10,1138,30,1147)
column-4 xyxy=(592,18,961,2310)
subhead-work-time: Ο ΧΡΟΝΟΣ ΕΡΓΑΣΙΑΣ xyxy=(727,647,825,658)
cinema-name: ΕΛΛΑΣ xyxy=(10,990,42,1000)
weddings-text: Ὁ ΜΙΧΑΗΛ ΚΑΡΑΓΙΑΝΝΗΣ τοῦ Δημητρίου καί τῆς Γεωργίας, γεννηθείς εἰς Θεσσαλονίκην καί κάτοικος Θεσσαλονίκης, καί ἡ ΕΛΕΝΗ ΒΑΡΕΤΙΔΟΥ τοῦ Γεωργίου καί τῆς Μαρίας, κάτοικος Θεσσαλονίκης, πρόκειται νά ἔλθουν εἰς νόμιμον γάμον. Ὁ ΚΩΝΣΤΑΝΤΙΝΟΣ ΡΑΝΤΟΣ τοῦ Ἀποστόλου καί τῆς Βασιλικῆς καί ἡ ΑΝΝΑ ΛΑΚΟΥΛΑΚΟΥ τοῦ Ἰωάννου, κάτοικοι Θεσσαλονίκης. Ὁ ΔΗΜΗΤΡΙΟΣ ΡΕΠΕΛΑΣ τοῦ Νικολάου καί ἡ ΧΡΥΣΑΝΘΗ ΖΑΡΚΑΔΟΥ τοῦ Παναγιώτου. Ὁ ΔΗΜΗΤΡΙΟΣ ΣΥΜΕΩΝΙΔΗΣ τοῦ Ἰωάννου καί ἡ ΕΥΔΟΚΙΑ ΚΥΡΑΡΙΔΟΥ. Νέα Υόρκη, 4. — Ἐπί τοῦ θέματος τούτου αἱ ἀρμόδιαι ὑπηρεσίαι ἀνεκοίνωσαν σήμερον ὅτι τά μέτρα θά ἐφαρμοσθοῦν ἀμέσως. Ὁ ἐκπρόσωπος ἐδήλωσεν ὅτι ἡ κατάστασις παρακολουθεῖται στενῶς καί ὅτι νεώτεραι πληροφορίαι θά ἀνακοινωθοῦν ἐντός τῆς ἑβδομάδος. xyxy=(10,466,202,632)
cinema-section: ΣΥΝΕΧΕΙΑ ΕΚ ΤΗΣ 2ΑΣ ΣΕΛ. xyxy=(41,976,171,987)
cinema-entry xyxy=(10,1101,202,1110)
divider xyxy=(1156,406,1585,409)
divider xyxy=(407,1315,585,1316)
deck-orchestra: ΘΑ ΣΥΝΕΧΙΣΗ ΤΟ ΜΟΥΣΙΚΟΝ ΕΡΓΟΝ ΤΟΥ ΣΥΝΘΕΤΟΥ ΜΗΤΡΟΠΟΥΛΟΥ xyxy=(629,830,923,861)
article-orchestra: ΝΕΑ ΥΟΡΚΗ, 4. — Ἡ ἵδρυσις ἑλληνικῆς συμφωνικῆς ὀρχήστρας εἰς Νέαν Ὑόρκην ἀνηγγέλθη ὑπό τοῦ κ. Πέτρου Σταυρίδη, μαθητοῦ τοῦ ἀειμνήστου Δημητρίου Μητροπούλου. Νέα Υόρκη, 4. — Ἐπί τοῦ θέματος τούτου αἱ ἀρμόδιαι ὑπηρεσίαι ἀνεκοίνωσαν σήμερον ὅτι τά μέτρα θά ἐφαρμοσθοῦν ἀμέσως. Ὁ ἐκπρόσωπος ἐδήλωσεν ὅτι ἡ κατάστασις παρακολουθεῖται στενῶς καί ὅτι νεώτεραι πληροφορίαι θά ἀνακοινωθοῦν ἐντός τῆς ἑβδομάδος. xyxy=(598,866,954,912)
cinema-name: ΗΛΥΣΙΑ xyxy=(10,1045,46,1055)
subhead-total-work: ΤΟ ΣΥΝΟΛΟΝ ΕΡΓΑΣΙΑΣ xyxy=(720,574,832,585)
article-space-4: ΜΟΣΧΑ, 4. (Ρόϋτερ). — Ὁ Ρῶσος κοσμοναύτης Κ. Φεοκτίστωφ ἐδήλωσεν ὅτι ἡ Σοβιετική Ἕνωσις θά θέσῃ εἰς τροχιάν διαστημικήν ἐξέδραν, ἡ ὁποία θά χρησιμοποιηθῇ ὡς σταθμός διά τά ταξίδια πρός τήν Σελήνην. Νέα Υόρκη, 4. — Ἐπί τοῦ θέματος τούτου αἱ ἀρμόδιαι ὑπηρεσίαι ἀνεκοίνωσαν σήμερον ὅτι τά μέτρα θά ἐφαρμοσθοῦν ἀμέσως. Ὁ ἐκπρόσωπος ἐδήλωσεν ὅτι ἡ κατάστασις παρακολουθεῖται στενῶς καί ὅτι νεώτεραι πληροφορίαι θά ἀνακοινωθοῦν ἐντός τῆς ἑβδομάδος. xyxy=(1156,354,1585,400)
cinema-entry xyxy=(10,1110,202,1119)
article-collapse: ΑΘΗΝΑΙ, 4. — Εἰς τήν ὁδόν Τριπόλεως κατέρρευσε χθές τριώροφος οἰκία. Νέα Υόρκη, 4. — Ἐπί τοῦ θέματος τούτου αἱ ἀρμόδιαι ὑπηρεσίαι ἀνεκοίνωσαν σήμερον ὅτι τά μέτρα θά ἐφαρμοσθοῦν ἀμέσως. Ὁ ἐκπρόσωπος ἐδήλωσεν ὅτι ἡ κατάστασις παρακολουθεῖται στενῶς καί ὅτι νεώτεραι πληροφορίαι θά ἀνακοινωθοῦν ἐντός τῆς ἑβδομάδος. xyxy=(407,1113,585,1187)
headline-dead-found: ΑΝΕΥΡΕΘΗ ΝΕΚΡΟΣ ΕΝΤΟΣ ΤΗΣ ΥΠΕΡΤΑΞΕΑΣ xyxy=(417,1323,575,1348)
subhead-french-dockers: ΟΤΑΝ ΕΧΟΥΝ ΓΡΑΦΗ ΕΙΣ ΤΗΝ ΚΙΝΕΖΙΚΗΝ xyxy=(427,64,565,84)
cinema-entry xyxy=(10,1119,202,1138)
article-japan-3: ΤΟΚΙΟ, 4. (Ἰδ. ὑπηρ.). — Ἀφοῦ ἡ Ἰαπωνία ἡττήθη εἰς τόν Β΄ Παγκόσμιον Πόλεμον, ἡ νέα γενεά ἀνεπτύχθη χωρίς τάς προκαταλήψεις τοῦ παρελθόντος. Οἱ νέοι Ἰάπωνες ὁμιλοῦν μέ αἰσιοδοξίαν διά τό μέλλον τῆς χώρας των. Νέα Υόρκη, 4. — Ἐπί τοῦ θέματος τούτου αἱ ἀρμόδιαι ὑπηρεσίαι ἀνεκοίνωσαν σήμερον ὅτι τά μέτρα θά ἐφαρμοσθοῦν ἀμέσως. Ὁ ἐκπρόσωπος ἐδήλωσεν ὅτι ἡ κατάστασις παρακολουθεῖται στενῶς καί ὅτι νεώτεραι πληροφορίαι θά ἀνακοινωθοῦν ἐντός τῆς ἑβδομάδος. xyxy=(1156,692,1585,737)
headline-singer: ΑΥΣΤΡΙΑΚΗΝ ΤΡΑΓΟΥΔΙΣΤΡΙΑΝ ΘΑ ΝΥΜΦΕΥΘΗ Ο ΜΑΙΚΟ ΕΚΟΦΙΚ xyxy=(969,198,1141,235)
orchestra-signature: ΣΠ. ΓΡΑΝΙΤΣΑ xyxy=(888,915,954,926)
subhead-russian-preparations: ΡΩΣΣΙΚΑΙ ΕΤΟΙΜΑΣΙΑΙ xyxy=(1319,212,1423,223)
divider xyxy=(967,351,1143,352)
divider xyxy=(407,1192,585,1193)
subhead-shark: ΚΑΤΕΤΡΟΜΟΚΡΑΤΕΙ ΤΟΥΣ ΛΟΥΟΜΕΝΟΥΣ xyxy=(435,451,557,472)
cinema-name: ΚΡΟΝΟΣ xyxy=(10,1082,50,1092)
article-thirty-hours: ΠΑΡΙΣΙΟΙ, 4. (Ιδ. ὑπηρ.). — Ὁ μέσος ἀριθμός τῶν ἐργασίμων ὡρῶν ἑκάστου ἐργαζομένου θά μειωθῇ εἰς τό ἐγγύς μέλλον εἰς τριάκοντα ὥρας ἑβδομαδιαίως, συμφώνως πρός τάς προβλέψεις τῶν οἰκονομολόγων. Νέα Υόρκη, 4. — Ἐπί τοῦ θέματος τούτου αἱ ἀρμόδιαι ὑπηρεσίαι ἀνεκοίνωσαν σήμερον ὅτι τά μέτρα θά ἐφαρμοσθοῦν ἀμέσως. Ὁ ἐκπρόσωπος ἐδήλωσεν ὅτι ἡ κατάστασις παρακολουθεῖται στενῶς καί ὅτι νεώτεραι πληροφορίαι θά ἀνακοινωθοῦν ἐντός τῆς ἑβδομάδος. xyxy=(598,515,954,570)
subhead-postponement: ΑΝΑΒΟΛΗ xyxy=(1347,340,1395,351)
cinema-program: (Παραλία): «Τό ἀγρίμι» δραματική. xyxy=(48,1110,183,1120)
divider xyxy=(1156,954,1585,957)
article-india: ΒΟΝΝΗ, 4. (Ἀσ. Πρές). — Ὁ Ἰνδός ὑπουργός τῶν Ἐξωτερικῶν ἐδήλωσεν ὅτι ἡ συνθήκη δέν εὐνοεῖ τάς μικράς χώρας. Νέα Υόρκη, 4. — Ἐπί τοῦ θέματος τούτου αἱ ἀρμόδιαι ὑπηρεσίαι ἀνεκοίνωσαν σήμερον ὅτι τά μέτρα θά ἐφαρμοσθοῦν ἀμέσως. Ὁ ἐκπρόσωπος ἐδήλωσεν ὅτι ἡ κατάστασις παρακολουθεῖται στενῶς καί ὅτι νεώτεραι πληροφορίαι θά ἀνακοινωθοῦν ἐντός τῆς ἑβδομάδος. xyxy=(967,566,1143,649)
deck-artificial-skin: ΘΑ ΑΠΟΤΕΛΕΙΤΑΙ ΑΠΟ ΣΤΡΩΜΑΤΑ ΕΚ ΠΥΡΙΤΟΥ ΚΑΙ ΑΠΟ ΝΑΫΛΟΝ xyxy=(608,174,944,204)
subhead-spiritual: ΠΝΕΥΜΑΤΙΚΑΙ ΕΥΚΑΙΡΙΑΙ xyxy=(1312,678,1430,689)
not-celebrating-text: Ἡ κ. Χαρτίνη Γκίκα (Μεγάλου Ἀλεξάνδρου 56) δέν ἑορτάζει καί δέν δέχεται ἐπισκέψεις. Νέα Υόρκη, 4. — Ἐπί τοῦ θέματος τούτου αἱ ἀρμόδιαι ὑπηρεσίαι ἀνεκοίνωσαν σήμερον ὅτι τά μέτρα θά ἐφαρμοσθοῦν ἀμέσως. Ὁ ἐκπρόσωπος ἐδήλωσεν ὅτι ἡ κατάστασις παρακολουθεῖται στενῶς καί ὅτι νεώτεραι πληροφορίαι θά ἀνακοινωθοῦν ἐντός τῆς ἑβδομάδος. xyxy=(10,71,202,145)
subhead-space-2: ΕΓΚΑΥΜΑ ΜΑΧΗ xyxy=(1332,276,1410,287)
provincial-cinema-text: ΖΑΓΚΛΙΒΕΡΙ: «Χτεσινή». ΚΑΤΕΡΙΝΗ: Ὁ ἀπατεώνης. ΝΑΟΥΣΑ: «Ἡ καμπάνα τῆς Ναούσης». ΒΕΡΟΙΑ: «Ἐπανάστασις». ΔΡΑΜΑ: «Ἄπιστος». ΑΣΤΕΡΙΑ: «Βιβλία». ΚΑΒΑΛΑ: «Μεγάλοι ἔρωτες». ΣΕΡΡΑΙ: «Αἱ Φλόγες». ΦΛΩΡΙΝΑ: «Ἐθελοντής». Νέα Υόρκη, 4. — Ἐπί τοῦ θέματος τούτου αἱ ἀρμόδιαι ὑπηρεσίαι ἀνεκοίνωσαν σήμερον ὅτι τά μέτρα θά ἐφαρμοσθοῦν ἀμέσως. Ὁ ἐκπρόσωπος ἐδήλωσεν ὅτι ἡ κατάστασις παρακολουθεῖται στενῶς καί ὅτι νεώτεραι πληροφορίαι θά ἀνακοινωθοῦν ἐντός τῆς ἑβδομάδος. xyxy=(215,1036,394,1146)
engagement-heading: Διάλυσις ἀρραβώνων xyxy=(55,147,158,158)
headline-orchestra: Ἑλληνική συμφωνική ὀρχήστρα ἱδρύεται εἰς Ἡνωμ. Πολιτείας xyxy=(605,745,947,826)
cinema-banner: ΟΙ ΚΙΝΗΜΑΤΟΓΡΑΦΟΙ xyxy=(10,924,202,972)
method-tag: Ἐπαναστατική μέθοδος xyxy=(598,18,954,39)
headline-sudden-death: ΑΙΦΝΙΔΙΟΣ ΘΑΝΑΤΟΣ xyxy=(994,1452,1116,1465)
article-space-2: ΜΟΣΧΑ, 4. (Ρόϋτερ). — Ὁ Ρῶσος κοσμοναύτης Κ. Φεοκτίστωφ ἐδήλωσεν ὅτι ἡ Σοβιετική Ἕνωσις θά θέσῃ εἰς τροχιάν διαστημικήν ἐξέδραν, ἡ ὁποία θά χρησιμοποιηθῇ ὡς σταθμός διά τά ταξίδια πρός τήν Σελήνην. Νέα Υόρκη, 4. — Ἐπί τοῦ θέματος τούτου αἱ ἀρμόδιαι ὑπηρεσίαι ἀνεκοίνωσαν σήμερον ὅτι τά μέτρα θά ἐφαρμοσθοῦν ἀμέσως. Ὁ ἐκπρόσωπος ἐδήλωσεν ὅτι ἡ κατάστασις παρακολουθεῖται στενῶς καί ὅτι νεώτεραι πληροφορίαι θά ἀνακοινωθοῦν ἐντός τῆς ἑβδομάδος. xyxy=(1156,226,1585,272)
divider xyxy=(967,791,1143,792)
divider xyxy=(407,870,585,871)
article-aqueduct: Ὁ ὑπουργός Δημοσίων Ἔργων κ. Τσαρούχης θά θεμελιώσῃ τήν Κυριακήν τό νέον ὑδραγωγεῖον τοῦ Νάρρες. Νέα Υόρκη, 4. — Ἐπί τοῦ θέματος τούτου αἱ ἀρμόδιαι ὑπηρεσίαι ἀνεκοίνωσαν σήμερον ὅτι τά μέτρα θά ἐφαρμοσθοῦν ἀμέσως. Ὁ ἐκπρόσωπος ἐδήλωσεν ὅτι ἡ κατάστασις παρακολουθεῖται στενῶς καί ὅτι νεώτεραι πληροφορίαι θά ἀνακοινωθοῦν ἐντός τῆς ἑβδομάδος. xyxy=(967,103,1143,185)
article-travel-congress-2: ΑΘΗΝΑΙ, 4. — Συνέρχεται τήν 22αν Ὀκτωβρίου εἰς Ἀθήνας τό συνέδριον τῆς «ΑΣΤΑ», τοῦ Ἀμερικανικοῦ Συνδέσμου Γραφείων Ταξιδίων. Αἱ δηλώσεις συμμετοχῆς ὑπερβαίνουν ἤδη τάς 2.500. Νέα Υόρκη, 4. — Ἐπί τοῦ θέματος τούτου αἱ ἀρμόδιαι ὑπηρεσίαι ἀνεκοίνωσαν σήμερον ὅτι τά μέτρα θά ἐφαρμοσθοῦν ἀμέσως. Ὁ ἐκπρόσωπος ἐδήλωσεν ὅτι ἡ κατάστασις παρακολουθεῖται στενῶς καί ὅτι νεώτεραι πληροφορίαι θά ἀνακοινωθοῦν ἐντός τῆς ἑβδομάδος. xyxy=(1156,902,1585,948)
mourning-banner: Πένθη xyxy=(215,625,394,651)
article-shark: ΚΑΒΑΛΑ, 4. — Ἐξαιρετικῶς ἐντυπωσιακή ὑπῆρξεν ἡ ἀλίευσις καρχαριοειδοῦς μήκους 4.5 μέτρων ὑπό ἁλιέως τῆς περιοχῆς. Νέα Υόρκη, 4. — Ἐπί τοῦ θέματος τούτου αἱ ἀρμόδιαι ὑπηρεσίαι ἀνεκοίνωσαν σήμερον ὅτι τά μέτρα θά ἐφαρμοσθοῦν ἀμέσως. Ὁ ἐκπρόσωπος ἐδήλωσεν ὅτι ἡ κατάστασις παρακολουθεῖται στενῶς καί ὅτι νεώτεραι πληροφορίαι θά ἀνακοινωθοῦν ἐντός τῆς ἑβδομάδος. xyxy=(407,476,585,568)
deck-japan: Η ΔΗΜΙΟΥΡΓΙΑ ΕΝΟΣ ΝΕΟΥ ΕΘΝΟΥΣ ΜΕ ΝΕΑΣ ΙΔΕΑΣ.- ΤΟ ΠΑΡΟΝ ΚΑΙ ΤΟ ΜΕΛΛΟΝ.- ΑΙ ΔΥΝΑΤΟΤΗΤΕΣ ΕΡΓΑΣΙΑΣ.- Η ΣΟΒΑΡΑ ΑΜΕΡΙΚΑΝΙΚΗ ΕΠΙΔΡΑΣΙΣ xyxy=(1163,514,1578,560)
foreign-heading: Ἐνώπιον Δυνάμεων xyxy=(215,358,394,373)
votes-text: Τό συμβούλιον τῆς Φιλανθρωπικῆς Ἀδελφότητος Κυριῶν ἐν Θεσσαλονίκῃ συνελθόν ἐκτάκτως ἐπί τῷ θανάτῳ τοῦ μέλους της ψηφίζει: 1) Νά ἐκφράσῃ τά θερμά συλλυπητήρια πρός τήν οἰκογένειαν. 2) Νά παραστῇ σύσσωμον εἰς τήν κηδείαν. 3) Νά δημοσιευθῇ τό παρόν. Νέα Υόρκη, 4. — Ἐπί τοῦ θέματος τούτου αἱ ἀρμόδιαι ὑπηρεσίαι ἀνεκοίνωσαν σήμερον ὅτι τά μέτρα θά ἐφαρμοσθοῦν ἀμέσως. Ὁ ἐκπρόσωπος ἐδήλωσεν ὅτι ἡ κατάστασις παρακολουθεῖται στενῶς καί ὅτι νεώτεραι πληροφορίαι θά ἀνακοινωθοῦν ἐντός τῆς ἑβδομάδος. xyxy=(215,773,394,893)
column-2 xyxy=(209,18,401,2310)
divider xyxy=(407,203,585,204)
headline-aqueduct: ΝΕΟΝ ΥΔΑΤΑΓΩΓΟΝ ΘΑ ΘΕΜΕΛΙΩΣΗ Ο Κ. ΤΣΑΡΟΥΧΗΣ ΕΙΣ ΤΟ ΝΑΡΡΕΣ xyxy=(968,40,1142,76)
invitations-banner: Προσκλήσεις xyxy=(215,480,394,506)
cinema-program: (Ἀγίας Σοφίας): «Τά χρυσά χρόνια» κωμωδία. xyxy=(10,1026,191,1045)
article-artificial-skin-cont: ΣΙΚΑΓΟΝ, 4. (Ρόϋτερ). — Τεχνητόν δέρμα, ἀποδοτικόν διά τήν θεραπείαν τῶν βαρέων ἐγκαυμάτων, κατεσκευάσθη ὑπό ἀμερικανῶν ἐπιστημόνων. Τό νέον ὑλικόν ἀποτελεῖται ἀπό στρώματα ἐκ πυριτίου καί ναΰλον, τά ὁποῖα ἐπιτρέπουν εἰς τόν ἀέρα νά διέρχεται. Νέα Υόρκη, 4. — Ἐπί τοῦ θέματος τούτου αἱ ἀρμόδιαι ὑπηρεσίαι ἀνεκοίνωσαν σήμερον ὅτι τά μέτρα θά ἐφαρμοσθοῦν ἀμέσως. Ὁ ἐκπρόσωπος ἐδήλωσεν ὅτι ἡ κατάστασις παρακολουθεῖται στενῶς καί ὅτι νεώτεραι πληροφορίαι θά ἀνακοινωθοῦν ἐντός τῆς ἑβδομάδος. xyxy=(598,286,954,350)
divider xyxy=(407,574,585,575)
donations-text: Ἡ κ. Ἀλεξανδρᾶ Ἀντωνιάδου κατέθεσεν εἰς τό ταμεῖον τῆς «Μάνας» ποσόν δραχμῶν 500 εἰς μνήμην τοῦ πατρός της. Ὁ κ. Στέφανος Παπαδόπουλος προσέφερεν εἰς τό Ἄσυλον Ἀνιάτων δρχ. 200. Ἡ Ἕνωσις Κυριῶν εὐχαριστεῖ θερμῶς. Νέα Υόρκη, 4. — Ἐπί τοῦ θέματος τούτου αἱ ἀρμόδιαι ὑπηρεσίαι ἀνεκοίνωσαν σήμερον ὅτι τά μέτρα θά ἐφαρμοσθοῦν ἀμέσως. Ὁ ἐκπρόσωπος ἐδήλωσεν ὅτι ἡ κατάστασις παρακολουθεῖται στενῶς καί ὅτι νεώτεραι πληροφορίαι θά ἀνακοινωθοῦν ἐντός τῆς ἑβδομάδος. xyxy=(10,253,202,354)
invitations-text: ΜΕΛΩΝ ΣΥΛΛΟΓΟΥ ΥΠΑΛΛΗΛΩΝ ΚΑΤΑΣΤΗΜΑΤΩΝ ΕΠΙΧΕΙΡΗΣΕΩΝ ΚΕΝΤΡΟΥ. Καλοῦνται τά μέλη τοῦ συλλόγου ὅπως προσέλθουν εἰς τήν γενικήν συνέλευσιν τήν Κυριακήν 6 Ὀκτωβρίου. ΤΟ ΔΙΟΙΚΗΤΙΚΟΝ ΣΥΜΒΟΥΛΙΟΝ. Νέα Υόρκη, 4. — Ἐπί τοῦ θέματος τούτου αἱ ἀρμόδιαι ὑπηρεσίαι ἀνεκοίνωσαν σήμερον ὅτι τά μέτρα θά ἐφαρμοσθοῦν ἀμέσως. Ὁ ἐκπρόσωπος ἐδήλωσεν ὅτι ἡ κατάστασις παρακολουθεῖται στενῶς καί ὅτι νεώτεραι πληροφορίαι θά ἀνακοινωθοῦν ἐντός τῆς ἑβδομάδος. xyxy=(215,511,394,621)
headline-artificial-skin: Τεχνητόν δέρμα ἀντιαισθητό τό ἀντικαθιστᾶν φυσικόν ἐν τῶν βαρέων ἐγκαυμάτων xyxy=(602,42,950,162)
article-port-study: ΑΘΗΝΑΙ, 4. — Τάς λεπτομερείας τῆς ἀναδιοργανώσεως τοῦ λιμένος τῆς Θεσσαλονίκης ἐξέθεσεν ὁ ὑπουργός. Νέα Υόρκη, 4. — Ἐπί τοῦ θέματος τούτου αἱ ἀρμόδιαι ὑπηρεσίαι ἀνεκοίνωσαν σήμερον ὅτι τά μέτρα θά ἐφαρμοσθοῦν ἀμέσως. Ὁ ἐκπρόσωπος ἐδήλωσεν ὅτι ἡ κατάστασις παρακολουθεῖται στενῶς καί ὅτι νεώτεραι πληροφορίαι θά ἀνακοινωθοῦν ἐντός τῆς ἑβδομάδος. xyxy=(967,850,1143,942)
divider xyxy=(598,1044,954,1047)
article-school: ΑΘΗΝΑΙ, 4. — Ἐγκρίθη ἡ ἀνέγερσις προτύπου σχολῆς εἰς τήν περιοχήν Οἴτης. Νέα Υόρκη, 4. — Ἐπί τοῦ θέματος τούτου αἱ ἀρμόδιαι ὑπηρεσίαι ἀνεκοίνωσαν σήμερον ὅτι τά μέτρα θά ἐφαρμοσθοῦν ἀμέσως. Ὁ ἐκπρόσωπος ἐδήλωσεν ὅτι ἡ κατάστασις παρακολουθεῖται στενῶς καί ὅτι νεώτεραι πληροφορίαι θά ἀνακοινωθοῦν ἐντός τῆς ἑβδομάδος. xyxy=(967,983,1143,1056)
divider xyxy=(967,1186,1143,1187)
divider xyxy=(967,1309,1143,1310)
article-space-3: ΜΟΣΧΑ, 4. (Ρόϋτερ). — Ὁ Ρῶσος κοσμοναύτης Κ. Φεοκτίστωφ ἐδήλωσεν ὅτι ἡ Σοβιετική Ἕνωσις θά θέσῃ εἰς τροχιάν διαστημικήν ἐξέδραν, ἡ ὁποία θά χρησιμοποιηθῇ ὡς σταθμός διά τά ταξίδια πρός τήν Σελήνην. Νέα Υόρκη, 4. — Ἐπί τοῦ θέματος τούτου αἱ ἀρμόδιαι ὑπηρεσίαι ἀνεκοίνωσαν σήμερον ὅτι τά μέτρα θά ἐφαρμοσθοῦν ἀμέσως. Ὁ ἐκπρόσωπος ἐδήλωσεν ὅτι ἡ κατάστασις παρακολουθεῖται στενῶς καί ὅτι νεώτεραι πληροφορίαι θά ἀνακοινωθοῦν ἐντός τῆς ἑβδομάδος. xyxy=(1156,290,1585,336)
headline-parachute: ΕΠΕΣΕΝ ΕΞ ΥΨΟΥΣ 3.840 ΜΕΤΡΩΝ ΚΑΙ ΕΠΕΖΗΣΕ xyxy=(424,894,568,919)
christenings-text: ΤΟ ΧΑΡΟΥΜΕΝΟ ΣΠΙΤΙ, ὁδός Ἐγνατίας 14, Θεσσαλονίκη. Ὁ ΠΡΟΕΔΡΟΣ ΤΗΣ ΑΓΥΙΑΡΧΙΑΣ εὐχαριστεῖ. ΣΟΦΙΑ Ι. ΜΕΣΑΡΙΤΟΥ. Νέα Υόρκη, 4. — Ἐπί τοῦ θέματος τούτου αἱ ἀρμόδιαι ὑπηρεσίαι ἀνεκοίνωσαν σήμερον ὅτι τά μέτρα θά ἐφαρμοσθοῦν ἀμέσως. Ὁ ἐκπρόσωπος ἐδήλωσεν ὅτι ἡ κατάστασις παρακολουθεῖται στενῶς καί ὅτι νεώτεραι πληροφορίαι θά ἀνακοινωθοῦν ἐντός τῆς ἑβδομάδος. xyxy=(10,835,202,918)
article-moustache: ΜΑΝΙΛΑ, 4. (Ἀσ. Πρές). — Ὁ ἀρχηγός τῆς ἀστυνομίας τῆς Μανίλας διέταξε τούς ἀστυνομικούς νά ξυρίσουν τούς μύστακας. Νέα Υόρκη, 4. — Ἐπί τοῦ θέματος τούτου αἱ ἀρμόδιαι ὑπηρεσίαι ἀνεκοίνωσαν σήμερον ὅτι τά μέτρα θά ἐφαρμοσθοῦν ἀμέσως. Ὁ ἐκπρόσωπος ἐδήλωσεν ὅτι ἡ κατάστασις παρακολουθεῖται στενῶς καί ὅτι νεώτεραι πληροφορίαι θά ἀνακοινωθοῦν ἐντός τῆς ἑβδομάδος. xyxy=(407,635,585,726)
headline-port-study: Η ΚΑΤΑΡΤΙΣΙΣ ΤΗΣ ΜΕΛΕΤΗΣ ΠΡΟΣ ΑΝΑΔΙΟΡΓΑΝΩΣΙΝ ΤΟΥ ΛΙΜΕΝΟΣ ΤΗΣ ΘΕΣΣΑΛΟΝΙΚΗΣ xyxy=(970,799,1140,848)
weddings-text-cont: Ὁ ΜΙΧΑΗΛ ΚΑΡΑΓΙΑΝΝΗΣ τοῦ Δημητρίου καί τῆς Γεωργίας, γεννηθείς εἰς Θεσσαλονίκην καί κάτοικος Θεσσαλονίκης, καί ἡ ΕΛΕΝΗ ΒΑΡΕΤΙΔΟΥ τοῦ Γεωργίου καί τῆς Μαρίας, κάτοικος Θεσσαλονίκης, πρόκειται νά ἔλθουν εἰς νόμιμον γάμον. Ὁ ΚΩΝΣΤΑΝΤΙΝΟΣ ΡΑΝΤΟΣ τοῦ Ἀποστόλου καί τῆς Βασιλικῆς καί ἡ ΑΝΝΑ ΛΑΚΟΥΛΑΚΟΥ τοῦ Ἰωάννου, κάτοικοι Θεσσαλονίκης. Ὁ ΔΗΜΗΤΡΙΟΣ ΡΕΠΕΛΑΣ τοῦ Νικολάου καί ἡ ΧΡΥΣΑΝΘΗ ΖΑΡΚΑΔΟΥ τοῦ Παναγιώτου. Ὁ ΔΗΜΗΤΡΙΟΣ ΣΥΜΕΩΝΙΔΗΣ τοῦ Ἰωάννου καί ἡ ΕΥΔΟΚΙΑ ΚΥΡΑΡΙΔΟΥ. Νέα Υόρκη, 4. — Ἐπί τοῦ θέματος τούτου αἱ ἀρμόδιαι ὑπηρεσίαι ἀνεκοίνωσαν σήμερον ὅτι τά μέτρα θά ἐφαρμοσθοῦν ἀμέσως. Ὁ ἐκπρόσωπος ἐδήλωσεν ὅτι ἡ κατάστασις παρακολουθεῖται στενῶς καί ὅτι νεώτεραι πληροφορίαι θά ἀνακοινωθοῦν ἐντός τῆς ἑβδομάδος. xyxy=(10,636,202,801)
kicker-orchestra: ΠΡΩΤΟΒΟΥΛΙΑ ΕΝΟΣ ΜΑΘΗΤΟΥ ΤΟΥ xyxy=(675,730,877,742)
radio-sub: Θεσσαλονίκης xyxy=(215,57,394,71)
cinema-program: (Μητροπόλεως): «Ἡ μεγάλη ἀπόδρασις». xyxy=(45,1045,202,1055)
deck-box xyxy=(598,166,954,214)
subhead-mia-farrow: ΘΑ ΜΕΤΑΒΗ ΕΙΣ ΙΝΔΙΑΝ xyxy=(999,689,1112,700)
article-dead-found: ΘΕΣΣΑΛΟΝΙΚΗ, 4. — Ὑπό τῆς ὑπηρεσίας φυσικῶν ἀνευρέθη νεκρός ἄγνωστος ἄνδρας. Νέα Υόρκη, 4. — Ἐπί τοῦ θέματος τούτου αἱ ἀρμόδιαι ὑπηρεσίαι ἀνεκοίνωσαν σήμερον ὅτι τά μέτρα θά ἐφαρμοσθοῦν ἀμέσως. Ὁ ἐκπρόσωπος ἐδήλωσεν ὅτι ἡ κατάστασις παρακολουθεῖται στενῶς καί ὅτι νεώτεραι πληροφορίαι θά ἀνακοινωθοῦν ἐντός τῆς ἑβδομάδος. xyxy=(407,1350,585,1433)
cinema-program: (Ἀγ. Θεοδώρου): «Ἡ κόρη τοῦ ἀνέμου» μέ τήν Σοφία Λόρεν. xyxy=(10,990,198,1009)
cinema-program: (Μοναστηρίου): «Ὁ σερίφης». xyxy=(45,1147,159,1157)
article-thirty-hours-2: ΠΑΡΙΣΙΟΙ, 4. (Ιδ. ὑπηρ.). — Ὁ μέσος ἀριθμός τῶν ἐργασίμων ὡρῶν ἑκάστου ἐργαζομένου θά μειωθῇ εἰς τό ἐγγύς μέλλον εἰς τριάκοντα ὥρας ἑβδομαδιαίως, συμφώνως πρός τάς προβλέψεις τῶν οἰκονομολόγων. Νέα Υόρκη, 4. — Ἐπί τοῦ θέματος τούτου αἱ ἀρμόδιαι ὑπηρεσίαι ἀνεκοίνωσαν σήμερον ὅτι τά μέτρα θά ἐφαρμοσθοῦν ἀμέσως. Ὁ ἐκπρόσωπος ἐδήλωσεν ὅτι ἡ κατάστασις παρακολουθεῖται στενῶς καί ὅτι νεώτεραι πληροφορίαι θά ἀνακοινωθοῦν ἐντός τῆς ἑβδομάδος. xyxy=(598,588,954,643)
kicker-aqueduct: ΤΗΝ ΚΥΡΙΑΚΗΝ xyxy=(1012,22,1099,33)
cinema-program: (Καλαμαριά): «Σπαρτάκος» ἔγχρωμο. xyxy=(10,1054,173,1073)
divider xyxy=(1156,793,1585,796)
cinema-program: (Τσιμισκῆ): «Οἱ ἀδάμαστοι» περιπέτεια. xyxy=(10,1082,158,1101)
